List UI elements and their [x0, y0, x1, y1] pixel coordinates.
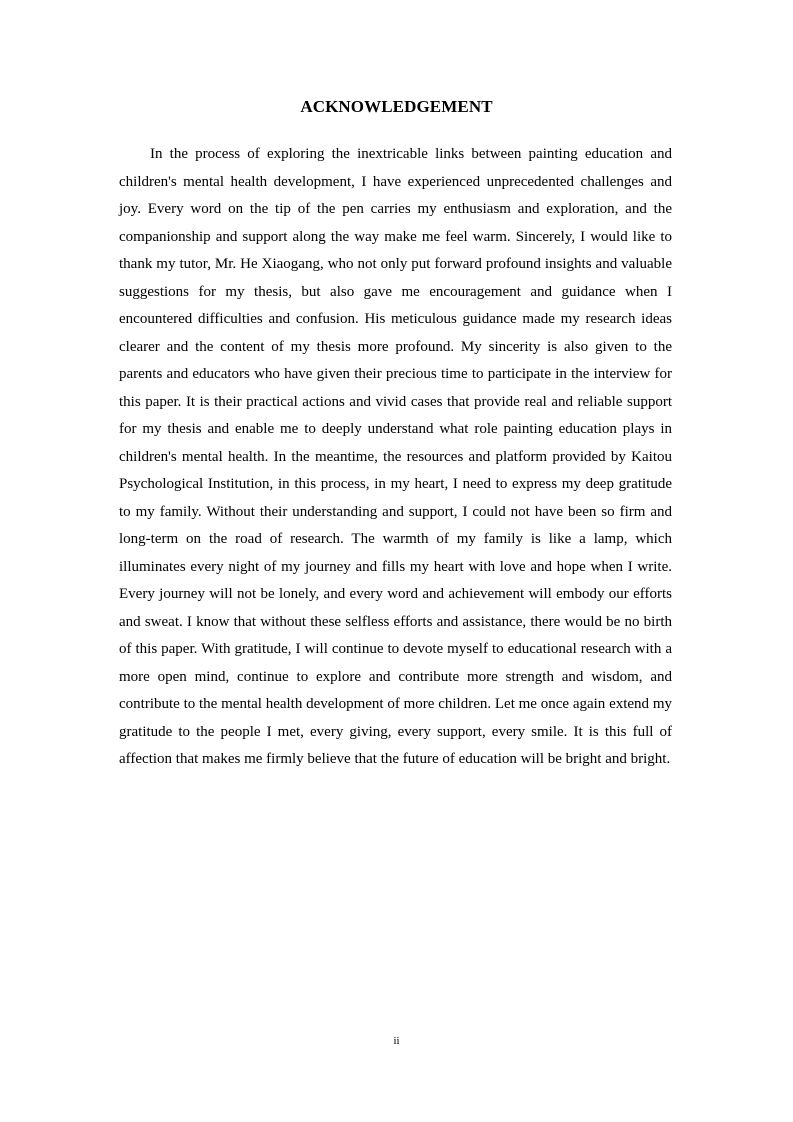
acknowledgement-paragraph: In the process of exploring the inextricable links between painting education and children's mental health development, I have experienced unprecedented challenges and joy. Every word on the tip of the pen carries my enthusiasm and exploration, and the companionship and support along the way make me feel warm. Sincerely, I would like to thank my tutor, Mr. He Xiaogang, who not only put forward profound insights and valuable suggestions for my thesis, but also gave me encouragement and guidance when I encountered difficulties and confusion. His meticulous guidance made my research ideas clearer and the content of my thesis more profound. My sincerity is also given to the parents and educators who have given their precious time to participate in the interview for this paper. It is their practical actions and vivid cases that provide real and reliable support for my thesis and enable me to deeply understand what role painting education plays in children's mental health. In the meantime, the resources and platform provided by Kaitou Psychological Institution, in this process, in my heart, I need to express my deep gratitude to my family. Without their understanding and support, I could not have been so firm and long-term on the road of research. The warmth of my family is like a lamp, which illuminates every night of my journey and fills my heart with love and hope when I write. Every journey will not be lonely, and every word and achievement will embody our efforts and sweat. I know that without these selfless efforts and assistance, there would be no birth of this paper. With gratitude, I will continue to devote myself to educational research with a more open mind, continue to explore and contribute more strength and wisdom, and contribute to the mental health development of more children. Let me once again extend my gratitude to the people I met, every giving, every support, every smile. It is this full of affection that makes me firmly believe that the future of education will be bright and bright.	[119, 146, 672, 767]
page-title: ACKNOWLEDGEMENT	[300, 97, 493, 116]
page-number: ii	[393, 1035, 400, 1047]
